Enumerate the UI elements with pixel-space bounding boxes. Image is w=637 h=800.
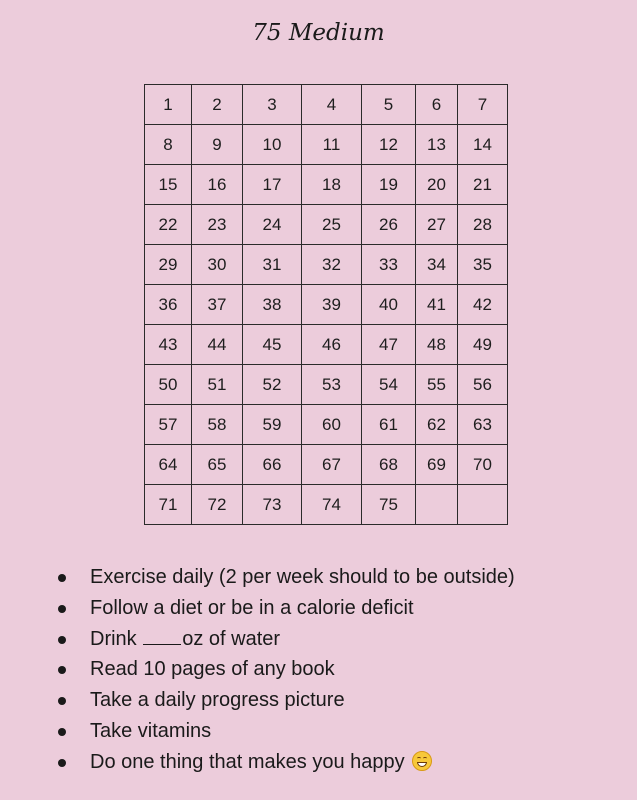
- empty-cell: [458, 485, 508, 525]
- day-cell: 51: [192, 365, 243, 405]
- rule-diet: [52, 593, 515, 624]
- day-cell: 53: [302, 365, 362, 405]
- day-cell: 28: [458, 205, 508, 245]
- day-cell: 57: [145, 405, 192, 445]
- day-cell: 42: [458, 285, 508, 325]
- day-cell: 5: [362, 85, 416, 125]
- day-cell: 37: [192, 285, 243, 325]
- day-cell: 26: [362, 205, 416, 245]
- day-cell: 52: [243, 365, 302, 405]
- day-cell: 63: [458, 405, 508, 445]
- tracker-row: [145, 245, 508, 285]
- day-cell: 9: [192, 125, 243, 165]
- day-cell: 24: [243, 205, 302, 245]
- day-cell: 32: [302, 245, 362, 285]
- day-cell: 67: [302, 445, 362, 485]
- rule-vitamins-text: Take vitamins: [90, 719, 212, 742]
- day-cell: 72: [192, 485, 243, 525]
- day-cell: 40: [362, 285, 416, 325]
- tracker-row: [145, 365, 508, 405]
- tracker-row: [145, 445, 508, 485]
- day-cell: 1: [145, 85, 192, 125]
- day-cell: 11: [302, 125, 362, 165]
- day-cell: 61: [362, 405, 416, 445]
- day-cell: 74: [302, 485, 362, 525]
- day-cell: 56: [458, 365, 508, 405]
- day-cell: 4: [302, 85, 362, 125]
- rules-list: [52, 562, 515, 778]
- tracker-row: [145, 325, 508, 365]
- grinning-face-emoji-icon: [412, 751, 432, 771]
- tracker-row: [145, 205, 508, 245]
- rule-read: [52, 654, 515, 685]
- day-cell: 7: [458, 85, 508, 125]
- day-cell: 2: [192, 85, 243, 125]
- day-cell: 55: [416, 365, 458, 405]
- rule-happy-text: Do one thing that makes you happy: [90, 750, 411, 773]
- water-amount-blank: [143, 627, 181, 645]
- tracker-row: [145, 125, 508, 165]
- day-cell: 31: [243, 245, 302, 285]
- day-cell: 25: [302, 205, 362, 245]
- day-cell: 45: [243, 325, 302, 365]
- day-cell: 39: [302, 285, 362, 325]
- day-cell: 41: [416, 285, 458, 325]
- day-cell: 13: [416, 125, 458, 165]
- day-cell: 64: [145, 445, 192, 485]
- day-cell: 69: [416, 445, 458, 485]
- day-cell: 48: [416, 325, 458, 365]
- tracker-row: [145, 285, 508, 325]
- day-cell: 21: [458, 165, 508, 205]
- day-cell: 34: [416, 245, 458, 285]
- day-cell: 46: [302, 325, 362, 365]
- page-title: 75 Medium: [252, 20, 385, 46]
- rule-water-prefix: Drink: [90, 627, 143, 650]
- day-cell: 47: [362, 325, 416, 365]
- tracker-body: [145, 85, 508, 525]
- day-cell: 71: [145, 485, 192, 525]
- empty-cell: [416, 485, 458, 525]
- tracker-row: [145, 405, 508, 445]
- day-cell: 50: [145, 365, 192, 405]
- day-cell: 17: [243, 165, 302, 205]
- day-cell: 20: [416, 165, 458, 205]
- rule-exercise-text: Exercise daily (2 per week should to be outside): [90, 566, 515, 588]
- day-cell: 23: [192, 205, 243, 245]
- day-cell: 14: [458, 125, 508, 165]
- day-cell: 30: [192, 245, 243, 285]
- day-cell: 33: [362, 245, 416, 285]
- day-cell: 6: [416, 85, 458, 125]
- tracker-row: [145, 85, 508, 125]
- day-cell: 54: [362, 365, 416, 405]
- rule-vitamins: [52, 716, 515, 747]
- rule-diet-text: Follow a diet or be in a calorie deficit: [90, 596, 414, 619]
- rule-water: [52, 624, 515, 655]
- tracker-row: [145, 485, 508, 525]
- day-cell: 43: [145, 325, 192, 365]
- day-cell: 8: [145, 125, 192, 165]
- rule-exercise: [52, 562, 515, 593]
- day-tracker-grid: [144, 84, 508, 525]
- day-cell: 3: [243, 85, 302, 125]
- rule-happy: [52, 747, 515, 778]
- day-cell: 58: [192, 405, 243, 445]
- day-cell: 68: [362, 445, 416, 485]
- day-cell: 62: [416, 405, 458, 445]
- day-cell: 22: [145, 205, 192, 245]
- rule-read-text: Read 10 pages of any book: [90, 658, 335, 681]
- day-cell: 60: [302, 405, 362, 445]
- day-cell: 19: [362, 165, 416, 205]
- day-cell: 49: [458, 325, 508, 365]
- day-cell: 70: [458, 445, 508, 485]
- day-cell: 18: [302, 165, 362, 205]
- day-cell: 27: [416, 205, 458, 245]
- day-cell: 15: [145, 165, 192, 205]
- day-cell: 73: [243, 485, 302, 525]
- day-cell: 38: [243, 285, 302, 325]
- day-cell: 59: [243, 405, 302, 445]
- day-cell: 10: [243, 125, 302, 165]
- rule-water-suffix: oz of water: [182, 627, 281, 650]
- day-cell: 16: [192, 165, 243, 205]
- day-cell: 36: [145, 285, 192, 325]
- day-cell: 29: [145, 245, 192, 285]
- day-cell: 75: [362, 485, 416, 525]
- rule-picture-text: Take a daily progress picture: [90, 689, 345, 712]
- rule-picture: [52, 685, 515, 716]
- day-cell: 35: [458, 245, 508, 285]
- day-cell: 44: [192, 325, 243, 365]
- day-cell: 12: [362, 125, 416, 165]
- day-cell: 66: [243, 445, 302, 485]
- tracker-row: [145, 165, 508, 205]
- day-cell: 65: [192, 445, 243, 485]
